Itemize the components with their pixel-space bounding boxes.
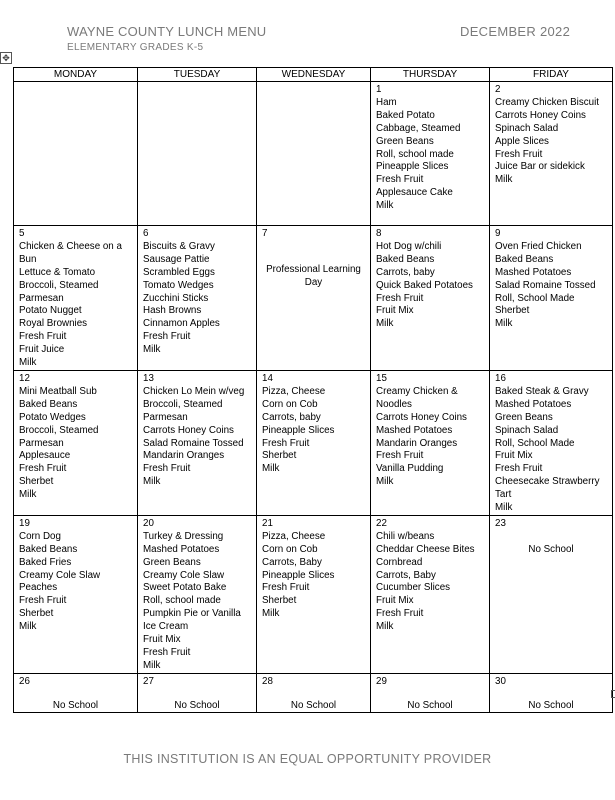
menu-item: Potato Wedges [19,411,86,423]
menu-item: Royal Brownies [19,318,88,330]
day-number: 6 [143,228,149,239]
day-number: 23 [495,517,506,529]
day-note: No School [528,699,574,711]
menu-item: Fresh Fruit [143,331,191,343]
menu-item: Vanilla Pudding [376,463,444,475]
menu-title: WAYNE COUNTY LUNCH MENU [67,24,267,39]
menu-item: Carrots, baby [262,411,321,423]
menu-item: Creamy Cole Slaw [19,569,101,581]
day-cell [371,515,490,673]
day-cell [371,82,490,226]
day-number: 26 [19,675,30,687]
menu-item: Milk [376,318,394,330]
day-number: 28 [262,675,273,687]
week-row [14,515,613,673]
day-number: 16 [495,372,506,384]
menu-item: Fresh Fruit [19,463,67,475]
menu-item: Salad Romaine Tossed [143,437,244,449]
menu-item: Chili w/beans [376,530,435,542]
menu-item: Broccoli, Steamed Parmesan [19,424,99,449]
menu-item: Turkey & Dressing [143,530,224,542]
menu-item: Chicken & Cheese on a Bun [19,240,122,265]
menu-item: Mashed Potatoes [143,543,220,555]
day-number: 12 [19,372,30,384]
week-row [14,82,613,226]
menu-item: Lettuce & Tomato [19,266,96,278]
menu-item: Green Beans [495,411,553,423]
menu-item: Pineapple Slices [262,424,335,436]
menu-item: Baked Fries [19,556,72,568]
menu-item: Baked Steak & Gravy [495,385,589,397]
menu-item: Milk [143,344,161,356]
menu-item: Oven Fried Chicken [495,240,582,252]
menu-item: Mandarin Oranges [376,437,458,449]
day-number: 21 [262,517,273,529]
menu-item: Cheddar Cheese Bites [376,543,475,555]
menu-item: Milk [376,200,394,212]
day-cell [257,673,371,712]
menu-item: Baked Potato [376,109,435,121]
menu-item: Milk [262,463,280,475]
menu-item: Cinnamon Apples [143,318,220,330]
menu-item: Mashed Potatoes [495,266,572,278]
day-cell [14,673,138,712]
menu-item: Baked Beans [19,398,78,410]
menu-item: Corn on Cob [262,398,318,410]
menu-item: Fresh Fruit [376,450,424,462]
menu-item: Ham [376,96,397,108]
menu-item: Fresh Fruit [19,595,67,607]
menu-item: Carrots, Baby [376,569,436,581]
menu-item: Applesauce [19,450,71,462]
menu-item: Cornbread [376,556,423,568]
menu-item: Baked Beans [19,543,78,555]
menu-item: Sherbet [262,450,297,462]
day-cell [138,515,257,673]
day-cell [257,515,371,673]
menu-item: Milk [495,502,513,514]
menu-item: Applesauce Cake [376,187,453,199]
menu-item: Creamy Cole Slaw [143,569,225,581]
menu-item: Cheesecake Strawberry Tart [495,476,600,501]
menu-item: Cabbage, Steamed [376,122,461,134]
day-note: No School [290,699,337,711]
menu-item: Fresh Fruit [495,148,543,160]
menu-item: Fruit Mix [143,634,181,646]
menu-item: Sherbet [495,305,530,317]
menu-item: Carrots, baby [376,266,435,278]
menu-item: Milk [19,621,37,633]
header-monday: MONDAY [14,68,138,82]
week-row [14,370,613,515]
lunch-menu-table [13,67,613,713]
menu-item: Carrots, Baby [262,556,322,568]
menu-item: Fresh Fruit [262,437,310,449]
menu-item: Fresh Fruit [143,647,191,658]
header-friday: FRIDAY [490,68,613,82]
menu-item: Sherbet [19,476,54,488]
header-thursday: THURSDAY [371,68,490,82]
day-number: 15 [376,372,387,384]
menu-item: Roll, School Made [495,437,575,449]
menu-item: Pineapple Slices [262,569,335,581]
day-number: 9 [495,228,501,239]
day-number: 5 [19,228,25,239]
menu-item: Milk [19,489,37,501]
menu-item: Pineapple Slices [376,161,449,173]
menu-item: Biscuits & Gravy [143,240,215,252]
menu-item: Milk [376,621,394,633]
menu-item: Carrots Honey Coins [495,109,586,121]
day-number: 8 [376,228,382,239]
menu-item: Sweet Potato Bake [143,582,227,594]
menu-item: Sausage Pattie [143,253,210,265]
day-note: No School [52,699,99,711]
menu-item: Peaches [19,582,58,594]
menu-item: Milk [262,608,280,620]
day-cell [138,226,257,371]
menu-item: Fresh Fruit [376,174,424,186]
menu-item: Corn Dog [19,530,61,542]
menu-item: Sherbet [262,595,297,607]
menu-item: Baked Beans [376,253,435,265]
day-note: No School [174,699,220,711]
day-cell [138,370,257,515]
day-cell [371,370,490,515]
menu-item: Spinach Salad [495,424,559,436]
menu-item: Milk [376,476,394,488]
menu-subtitle: ELEMENTARY GRADES K-5 [67,42,204,53]
menu-item: Mandarin Oranges [143,450,225,462]
menu-item: Potato Nugget [19,305,82,317]
menu-item: Green Beans [376,135,434,147]
menu-item: Quick Baked Potatoes [376,279,473,291]
menu-item: Mashed Potatoes [376,424,453,436]
menu-item: Broccoli, Steamed Parmesan [143,398,223,423]
menu-item: Mini Meatball Sub [19,385,97,397]
day-cell [490,673,613,712]
day-number: 22 [376,517,387,529]
day-number: 14 [262,372,273,384]
menu-item: Spinach Salad [495,122,559,134]
menu-item: Scrambled Eggs [143,266,215,278]
day-cell [490,82,613,226]
table-resize-handle[interactable] [611,690,615,698]
menu-item: Pizza, Cheese [262,530,326,542]
day-note: Professional Learning Day [266,264,361,288]
menu-item: Mashed Potatoes [495,398,572,410]
menu-item: Zucchini Sticks [143,292,209,304]
menu-item: Fruit Mix [495,450,533,462]
menu-item: Green Beans [143,556,201,568]
menu-item: Tomato Wedges [143,279,214,291]
menu-item: Milk [143,659,161,671]
menu-item: Fresh Fruit [376,608,424,620]
day-cell [371,673,490,712]
menu-item: Milk [495,318,513,330]
day-cell [14,82,138,226]
day-number: 1 [376,84,382,95]
menu-item: Pumpkin Pie or Vanilla Ice Cream [143,608,241,633]
menu-item: Salad Romaine Tossed [495,279,596,291]
day-note: No School [407,699,453,711]
day-number: 20 [143,517,154,529]
menu-item: Milk [143,476,161,488]
menu-item: Fruit Juice [19,344,65,356]
day-number: 27 [143,675,154,687]
day-cell [14,226,138,371]
header-wednesday: WEDNESDAY [257,68,371,82]
menu-item: Fresh Fruit [262,582,310,594]
table-move-handle-icon[interactable]: ✥ [0,52,12,64]
menu-item: Creamy Chicken & Noodles [376,385,458,410]
menu-item: Pizza, Cheese [262,385,326,397]
week-row [14,673,613,712]
day-cell [14,370,138,515]
week-row [14,226,613,371]
menu-item: Apple Slices [495,135,549,147]
day-cell [490,226,613,371]
day-number: 30 [495,675,506,687]
menu-item: Chicken Lo Mein w/veg [143,385,245,397]
menu-item: Broccoli, Steamed Parmesan [19,279,99,304]
day-number: 2 [495,84,501,95]
menu-item: Fresh Fruit [495,463,543,475]
day-note: No School [528,543,574,555]
menu-item: Roll, school made [143,595,221,607]
day-cell [371,226,490,371]
menu-item: Carrots Honey Coins [376,411,467,423]
day-cell [257,226,371,371]
menu-item: Hash Browns [143,305,202,317]
day-number: 19 [19,517,30,529]
day-number: 7 [262,228,268,239]
footer-statement: THIS INSTITUTION IS AN EQUAL OPPORTUNITY PROVIDER [123,752,492,766]
menu-item: Roll, school made [376,148,454,160]
menu-item: Fruit Mix [376,305,414,317]
day-number: 29 [376,675,387,687]
day-cell [257,82,371,226]
menu-item: Juice Bar or sidekick [495,161,585,173]
day-cell [490,370,613,515]
menu-item: Roll, School Made [495,292,575,304]
menu-item: Milk [19,357,37,369]
day-cell [257,370,371,515]
menu-item: Fruit Mix [376,595,414,607]
day-number: 13 [143,372,154,384]
menu-item: Fresh Fruit [143,463,191,475]
menu-item: Corn on Cob [262,543,318,555]
menu-item: Fresh Fruit [376,292,424,304]
header-tuesday: TUESDAY [138,68,257,82]
weekday-header-row [14,68,613,82]
day-cell [138,82,257,226]
menu-item: Sherbet [19,608,54,620]
menu-item: Cucumber Slices [376,582,451,594]
day-cell [138,673,257,712]
menu-item: Hot Dog w/chili [376,240,442,252]
menu-item: Baked Beans [495,253,554,265]
day-cell [490,515,613,673]
menu-item: Fresh Fruit [19,331,67,343]
day-cell [14,515,138,673]
menu-item: Creamy Chicken Biscuit [495,96,599,108]
menu-month: DECEMBER 2022 [460,24,571,39]
menu-item: Carrots Honey Coins [143,424,234,436]
menu-item: Milk [495,174,513,186]
